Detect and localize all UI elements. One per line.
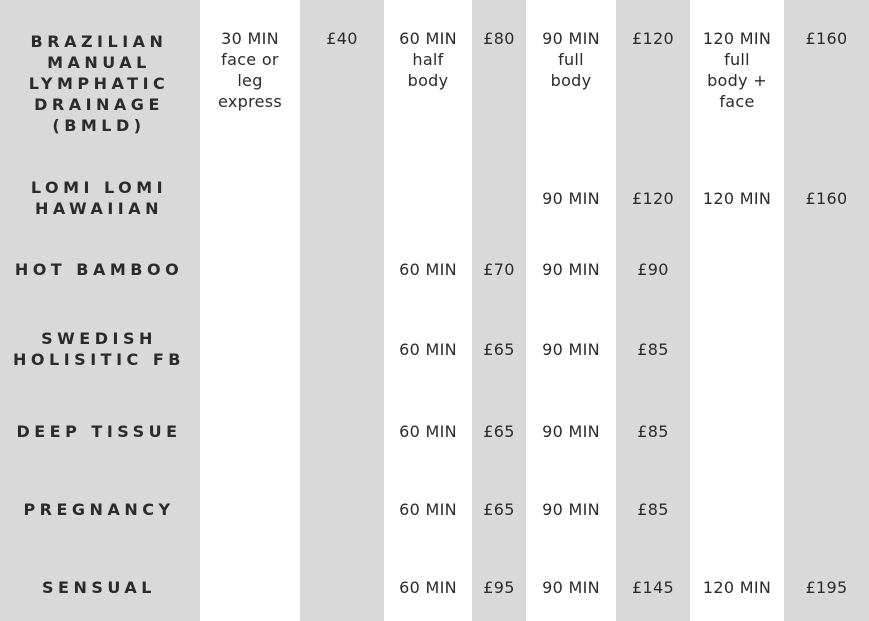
- option-description: face: [719, 92, 755, 111]
- price-label: £65: [483, 339, 515, 359]
- option-description: full: [558, 50, 584, 69]
- price-label: £85: [637, 499, 669, 519]
- duration-label: 60 MIN: [399, 499, 457, 519]
- duration-cell: [526, 410, 616, 452]
- duration-cell: [384, 410, 472, 452]
- option-description: express: [217, 92, 283, 111]
- price-label: £70: [483, 259, 515, 279]
- duration-label: 120 MIN: [702, 29, 772, 48]
- option-description: half: [412, 50, 444, 69]
- option-description: leg: [237, 71, 263, 90]
- option-description: body: [550, 71, 592, 90]
- duration-label: 90 MIN: [542, 188, 600, 208]
- treatment-name: [0, 482, 198, 536]
- price-cell: [472, 28, 526, 138]
- duration-cell: [690, 28, 784, 138]
- option-description: body +: [707, 71, 767, 90]
- duration-cell: [526, 318, 616, 380]
- duration-cell: [526, 168, 616, 228]
- treatment-name-line: MANUAL: [47, 52, 151, 72]
- treatment-name-line: DEEP TISSUE: [16, 421, 182, 441]
- duration-label: 90 MIN: [542, 499, 600, 519]
- price-cell: [616, 248, 690, 290]
- treatment-name: [0, 404, 198, 458]
- price-label: £120: [632, 188, 674, 208]
- duration-label: 60 MIN: [399, 339, 457, 359]
- price-cell: [784, 168, 869, 228]
- price-label: £95: [483, 577, 515, 597]
- duration-label: 90 MIN: [542, 339, 600, 359]
- treatment-name: [0, 560, 198, 614]
- duration-label: 120 MIN: [702, 188, 772, 208]
- price-cell: [472, 410, 526, 452]
- treatment-name: [0, 312, 198, 386]
- duration-label: 90 MIN: [542, 577, 600, 597]
- price-cell: [472, 488, 526, 530]
- treatment-name: [0, 22, 198, 144]
- price-cell: [616, 488, 690, 530]
- price-label: £40: [326, 29, 358, 48]
- duration-label: 90 MIN: [542, 421, 600, 441]
- duration-cell: [384, 318, 472, 380]
- duration-label: 90 MIN: [542, 29, 600, 48]
- duration-cell: [200, 28, 300, 138]
- duration-cell: [384, 566, 472, 608]
- option-description: face or: [221, 50, 279, 69]
- treatment-name-line: HOLISITIC FB: [13, 350, 185, 369]
- price-cell: [784, 566, 869, 608]
- price-cell: [784, 28, 869, 138]
- duration-label: 60 MIN: [399, 421, 457, 441]
- price-cell: [472, 248, 526, 290]
- price-cell: [616, 28, 690, 138]
- price-label: £160: [805, 188, 848, 208]
- treatment-name-line: (BMLD): [52, 115, 146, 135]
- duration-cell: [384, 28, 472, 138]
- duration-label: 90 MIN: [542, 259, 600, 279]
- price-cell: [472, 566, 526, 608]
- price-label: £195: [805, 577, 848, 597]
- duration-cell: [526, 566, 616, 608]
- treatment-name-line: LOMI LOMI: [30, 178, 168, 197]
- price-label: £80: [483, 29, 515, 48]
- price-cell: [616, 410, 690, 452]
- option-description: full: [724, 50, 750, 69]
- duration-label: 60 MIN: [399, 577, 457, 597]
- treatment-name-line: HOT BAMBOO: [14, 259, 184, 279]
- price-cell: [300, 28, 384, 138]
- price-label: £160: [805, 29, 848, 48]
- treatment-name: [0, 162, 198, 234]
- duration-label: 60 MIN: [399, 29, 457, 48]
- price-label: £145: [632, 577, 674, 597]
- treatment-name-line: BRAZILIAN: [30, 31, 168, 51]
- price-cell: [616, 318, 690, 380]
- price-cell: [616, 168, 690, 228]
- price-label: £65: [483, 421, 515, 441]
- duration-cell: [690, 566, 784, 608]
- duration-cell: [384, 488, 472, 530]
- duration-cell: [384, 248, 472, 290]
- duration-cell: [526, 488, 616, 530]
- price-label: £120: [632, 29, 674, 48]
- price-label: £65: [483, 499, 515, 519]
- price-cell: [472, 318, 526, 380]
- treatment-name-line: SWEDISH: [41, 329, 157, 348]
- option-description: body: [407, 71, 449, 90]
- price-label: £85: [637, 421, 669, 441]
- price-cell: [616, 566, 690, 608]
- treatment-name-line: SENSUAL: [42, 577, 156, 597]
- price-label: £90: [637, 259, 669, 279]
- treatment-name: [0, 242, 198, 296]
- treatment-name-line: PREGNANCY: [23, 499, 175, 519]
- duration-cell: [526, 28, 616, 138]
- treatment-name-line: DRAINAGE: [34, 94, 164, 114]
- duration-cell: [526, 248, 616, 290]
- duration-label: 60 MIN: [399, 259, 457, 279]
- treatment-name-line: LYMPHATIC: [28, 73, 170, 93]
- treatment-name-line: HAWAIIAN: [34, 199, 164, 218]
- price-label: £85: [637, 339, 669, 359]
- duration-cell: [690, 168, 784, 228]
- duration-label: 30 MIN: [221, 29, 279, 48]
- duration-label: 120 MIN: [702, 577, 772, 597]
